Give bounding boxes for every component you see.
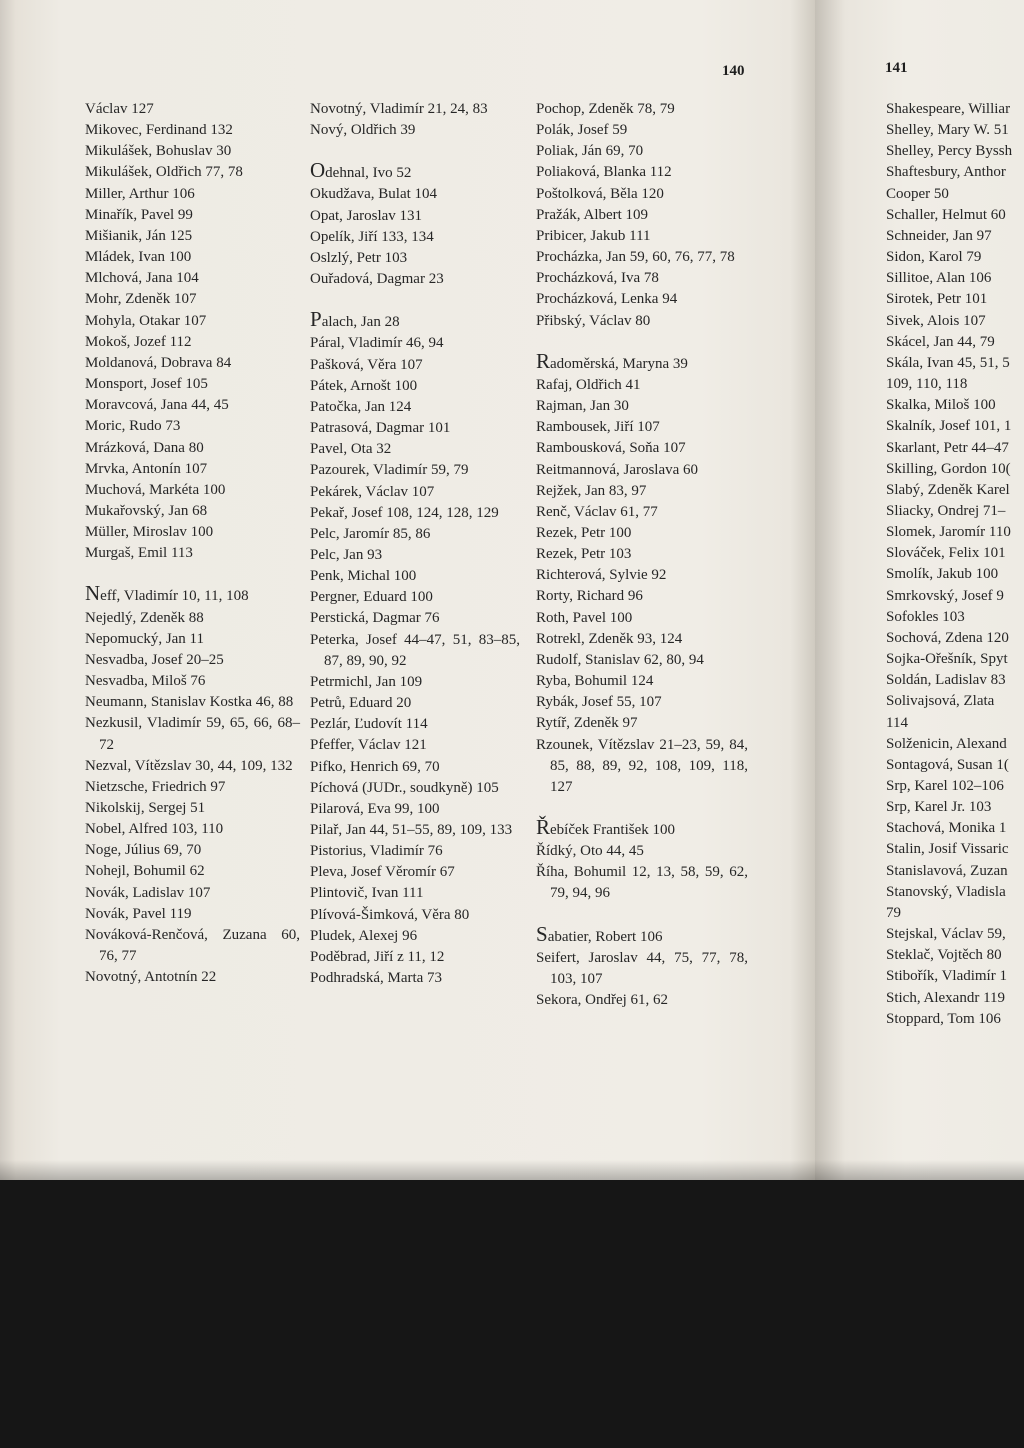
index-entry: Sekora, Ondřej 61, 62 (536, 992, 669, 1009)
index-entry: Soldán, Ladislav 83 (886, 672, 1006, 689)
index-entry: Řídký, Oto 44, 45 (536, 843, 644, 860)
index-entry: Noge, Július 69, 70 (85, 842, 202, 859)
index-entry: Rezek, Petr 100 (536, 524, 632, 541)
index-entry: Poliak, Ján 69, 70 (536, 143, 644, 160)
index-entry: Mikulášek, Oldřich 77, 78 (85, 164, 243, 181)
index-column-3 (536, 99, 748, 1011)
index-entry: Pfeffer, Václav 121 (310, 737, 427, 754)
index-entry: Stibořík, Vladimír 1 (886, 968, 1007, 985)
index-entry: Shaftesbury, Anthor (886, 164, 1006, 181)
index-entry: Skalník, Josef 101, 1 (886, 418, 1012, 435)
section-initial: Ř (536, 815, 551, 839)
index-entry: Novák, Pavel 119 (85, 905, 192, 922)
index-entry: Pekař, Josef 108, 124, 128, 129 (310, 504, 499, 521)
index-entry: Pelc, Jaromír 85, 86 (310, 525, 431, 542)
index-entry: Slomek, Jaromír 110 (886, 524, 1011, 541)
index-entry: Moravcová, Jana 44, 45 (85, 397, 229, 414)
index-column-1 (85, 99, 300, 988)
index-entry: Steklač, Vojtěch 80 (886, 947, 1002, 964)
index-entry: Nepomucký, Jan 11 (85, 630, 205, 647)
index-entry: Slabý, Zdeněk Karel (886, 481, 1010, 498)
section-initial: S (536, 921, 548, 946)
index-entry: Patočka, Jan 124 (310, 398, 412, 415)
index-entry: Pátek, Arnošt 100 (310, 377, 418, 394)
index-column-right (886, 99, 1024, 1030)
index-entry: Poštolková, Běla 120 (536, 185, 664, 202)
index-entry: Perstická, Dagmar 76 (310, 610, 440, 627)
index-entry: Moric, Rudo 73 (85, 418, 181, 435)
index-entry (85, 581, 300, 607)
index-entry: Richterová, Sylvie 92 (536, 567, 667, 584)
index-entry: Sochová, Zdena 120 (886, 629, 1009, 646)
index-entry: Pezlár, Ľudovít 114 (310, 716, 428, 733)
index-entry: Seifert, Jaroslav 44, 75, 77, 78, 103, 107 (536, 949, 748, 987)
index-entry: Shelley, Mary W. 51 (886, 122, 1009, 139)
index-entry-continuation: 114 (886, 714, 908, 731)
index-entry: Sivek, Alois 107 (886, 312, 986, 329)
index-entry: Nesvadba, Miloš 76 (85, 673, 206, 690)
index-entry: Rotrekl, Zdeněk 93, 124 (536, 630, 683, 647)
index-entry: Poliaková, Blanka 112 (536, 164, 672, 181)
index-entry: Rambousková, Soňa 107 (536, 440, 686, 457)
index-entry: Skarlant, Petr 44–47 (886, 439, 1009, 456)
page-bottom-shadow (0, 1160, 1024, 1180)
index-entry: Opelík, Jiří 133, 134 (310, 228, 434, 245)
index-entry: Polák, Josef 59 (536, 122, 628, 139)
index-entry-continuation: 109, 110, 118 (886, 376, 968, 393)
index-entry: Pochop, Zdeněk 78, 79 (536, 101, 675, 117)
section-initial: P (310, 307, 322, 332)
index-entry: Novotný, Antotnín 22 (85, 969, 217, 986)
index-entry: Nezkusil, Vladimír 59, 65, 66, 68–72 (85, 715, 300, 753)
index-entry: Shelley, Percy Byssh (886, 143, 1013, 160)
index-entry: Mokoš, Jozef 112 (85, 333, 192, 350)
index-entry: Roth, Pavel 100 (536, 609, 633, 626)
index-entry: Okudžava, Bulat 104 (310, 186, 438, 203)
index-entry (536, 815, 748, 841)
index-entry-continuation: 79 (886, 904, 901, 921)
index-entry: Ryba, Bohumil 124 (536, 673, 654, 690)
index-entry: Sliacky, Ondrej 71– (886, 502, 1006, 519)
index-entry: Sontagová, Susan 1( (886, 756, 1009, 773)
index-entry: Nobel, Alfred 103, 110 (85, 821, 224, 838)
index-entry: Pergner, Eduard 100 (310, 589, 433, 606)
index-entry: Solženicin, Alexand (886, 735, 1007, 752)
index-entry: Müller, Miroslav 100 (85, 524, 214, 541)
index-entry: Mlchová, Jana 104 (85, 270, 199, 287)
index-entry: Pifko, Henrich 69, 70 (310, 758, 440, 775)
index-entry-continuation: Cooper 50 (886, 185, 949, 202)
index-entry: Rezek, Petr 103 (536, 546, 632, 563)
index-entry: Rytíř, Zdeněk 97 (536, 715, 638, 732)
index-entry: Nejedlý, Zdeněk 88 (85, 609, 204, 626)
index-entry: Moldanová, Dobrava 84 (85, 354, 232, 371)
index-entry: Sillitoe, Alan 106 (886, 270, 992, 287)
index-entry: Plívová-Šimková, Věra 80 (310, 906, 470, 923)
index-entry: Václav 127 (85, 101, 154, 117)
index-entry: Pelc, Jan 93 (310, 546, 383, 563)
index-column-2 (310, 99, 520, 989)
index-entry: Solivajsová, Zlata (886, 693, 995, 710)
entry-text: abatier, Robert 106 (547, 928, 663, 945)
entry-text: ebíček František 100 (550, 822, 675, 838)
index-entry: Procházková, Iva 78 (536, 270, 659, 287)
index-entry: Nezval, Vítězslav 30, 44, 109, 132 (85, 757, 293, 774)
index-entry: Petrmichl, Jan 109 (310, 673, 423, 690)
index-entry: Rudolf, Stanislav 62, 80, 94 (536, 651, 704, 668)
index-entry: Renč, Václav 61, 77 (536, 503, 658, 520)
index-entry (310, 307, 520, 333)
index-entry: Mišianik, Ján 125 (85, 227, 193, 244)
right-page (815, 0, 1024, 1180)
index-entry: Minařík, Pavel 99 (85, 206, 193, 223)
index-entry: Mikulášek, Bohuslav 30 (85, 143, 232, 160)
page-number-left: 140 (722, 63, 745, 79)
index-entry: Penk, Michal 100 (310, 568, 417, 585)
index-entry: Monsport, Josef 105 (85, 376, 208, 393)
index-entry: Stachová, Monika 1 (886, 820, 1007, 837)
index-entry: Mrvka, Antonín 107 (85, 460, 208, 477)
index-entry: Pilař, Jan 44, 51–55, 89, 109, 133 (310, 822, 513, 838)
index-entry: Slováček, Felix 101 (886, 545, 1006, 562)
index-entry (310, 158, 520, 184)
index-entry: Smolík, Jakub 100 (886, 566, 999, 583)
index-entry: Pistorius, Vladimír 76 (310, 843, 443, 860)
index-entry: Pazourek, Vladimír 59, 79 (310, 462, 469, 479)
index-entry: Skála, Ivan 45, 51, 5 (886, 354, 1010, 371)
index-entry: Nohejl, Bohumil 62 (85, 863, 205, 880)
entry-text: dehnal, Ivo 52 (325, 165, 412, 182)
index-entry: Stich, Alexandr 119 (886, 989, 1006, 1006)
index-entry: Murgaš, Emil 113 (85, 545, 193, 562)
index-entry: Patrasová, Dagmar 101 (310, 420, 451, 437)
index-entry: Petrů, Eduard 20 (310, 695, 412, 712)
index-entry: Sirotek, Petr 101 (886, 291, 988, 308)
index-entry: Srp, Karel Jr. 103 (886, 799, 992, 816)
index-entry: Procházková, Lenka 94 (536, 291, 678, 308)
index-entry: Nikolskij, Sergej 51 (85, 800, 206, 816)
index-entry: Podhradská, Marta 73 (310, 970, 443, 987)
index-entry: Novotný, Vladimír 21, 24, 83 (310, 101, 488, 117)
index-entry: Muchová, Markéta 100 (85, 481, 226, 498)
index-entry: Mukařovský, Jan 68 (85, 502, 208, 519)
index-entry: Mrázková, Dana 80 (85, 439, 204, 456)
index-entry: Oslzlý, Petr 103 (310, 249, 408, 266)
index-entry (536, 921, 748, 948)
index-entry: Sofokles 103 (886, 608, 965, 625)
index-entry: Stalin, Josif Vissaric (886, 841, 1009, 858)
index-entry: Stanislavová, Zuzan (886, 862, 1008, 879)
index-entry: Pekárek, Václav 107 (310, 483, 435, 500)
entry-text: adoměrská, Maryna 39 (550, 355, 688, 372)
index-entry: Miller, Arthur 106 (85, 185, 195, 202)
index-entry: Mládek, Ivan 100 (85, 249, 192, 266)
index-entry: Procházka, Jan 59, 60, 76, 77, 78 (536, 249, 735, 266)
index-entry: Peterka, Josef 44–47, 51, 83–85, 87, 89, 90, 92 (310, 631, 520, 669)
index-entry: Skácel, Jan 44, 79 (886, 333, 995, 350)
page-number-right: 141 (885, 60, 908, 76)
index-entry: Nováková-Renčová, Zuzana 60, 76, 77 (85, 926, 300, 965)
index-entry: Pludek, Alexej 96 (310, 927, 418, 944)
index-entry: Stanovský, Vladisla (886, 883, 1006, 900)
index-entry: Shakespeare, Williar (886, 101, 1011, 117)
index-entry: Stejskal, Václav 59, (886, 926, 1006, 943)
index-entry: Nový, Oldřich 39 (310, 122, 416, 139)
index-entry: Mohyla, Otakar 107 (85, 312, 207, 329)
index-entry: Neumann, Stanislav Kostka 46, 88 (85, 694, 294, 711)
index-entry: Opat, Jaroslav 131 (310, 207, 423, 224)
section-initial: O (310, 158, 326, 183)
index-entry: Sojka-Ořešník, Spyt (886, 651, 1008, 668)
index-entry: Ouřadová, Dagmar 23 (310, 271, 444, 288)
index-entry: Rorty, Richard 96 (536, 588, 643, 605)
section-initial: R (536, 348, 551, 373)
index-entry: Srp, Karel 102–106 (886, 778, 1004, 794)
index-entry: Stoppard, Tom 106 (886, 1010, 1001, 1027)
index-entry: Pribicer, Jakub 111 (536, 227, 651, 244)
index-entry (536, 348, 748, 375)
index-entry: Pašková, Věra 107 (310, 356, 423, 373)
index-entry: Rejžek, Jan 83, 97 (536, 482, 647, 499)
index-entry: Rzounek, Vítězslav 21–23, 59, 84, 85, 88, 89, 92, 108, 109, 118, 127 (536, 736, 748, 795)
index-entry: Novák, Ladislav 107 (85, 884, 211, 901)
index-entry: Pražák, Albert 109 (536, 206, 649, 223)
entry-text: eff, Vladimír 10, 11, 108 (100, 588, 249, 605)
index-entry: Pleva, Josef Věromír 67 (310, 864, 455, 881)
index-entry: Mikovec, Ferdinand 132 (85, 122, 233, 139)
index-entry: Nietzsche, Friedrich 97 (85, 778, 226, 795)
index-entry: Rajman, Jan 30 (536, 398, 629, 415)
index-entry: Páral, Vladimír 46, 94 (310, 335, 444, 352)
index-entry: Skalka, Miloš 100 (886, 397, 996, 414)
index-entry: Skilling, Gordon 10( (886, 460, 1011, 477)
index-entry: Rambousek, Jiří 107 (536, 419, 660, 436)
index-entry: Rafaj, Oldřich 41 (536, 376, 641, 393)
index-entry: Rybák, Josef 55, 107 (536, 694, 662, 711)
index-entry: Smrkovský, Josef 9 (886, 587, 1004, 604)
index-entry: Mohr, Zdeněk 107 (85, 291, 197, 308)
index-entry: Píchová (JUDr., soudkyně) 105 (310, 779, 499, 796)
index-entry: Sidon, Karol 79 (886, 249, 982, 266)
index-entry: Reitmannová, Jaroslava 60 (536, 461, 699, 478)
index-entry: Schaller, Helmut 60 (886, 206, 1006, 223)
entry-text: alach, Jan 28 (321, 314, 400, 331)
index-entry: Plintovič, Ivan 111 (310, 885, 424, 902)
index-entry: Pavel, Ota 32 (310, 441, 392, 458)
index-entry: Nesvadba, Josef 20–25 (85, 651, 224, 668)
index-entry: Poděbrad, Jiří z 11, 12 (310, 948, 445, 965)
index-entry: Pilarová, Eva 99, 100 (310, 800, 440, 817)
index-entry: Říha, Bohumil 12, 13, 58, 59, 62, 79, 94, 96 (536, 864, 748, 902)
index-entry: Přibský, Václav 80 (536, 312, 651, 329)
section-initial: N (85, 581, 101, 606)
index-entry: Schneider, Jan 97 (886, 227, 992, 244)
